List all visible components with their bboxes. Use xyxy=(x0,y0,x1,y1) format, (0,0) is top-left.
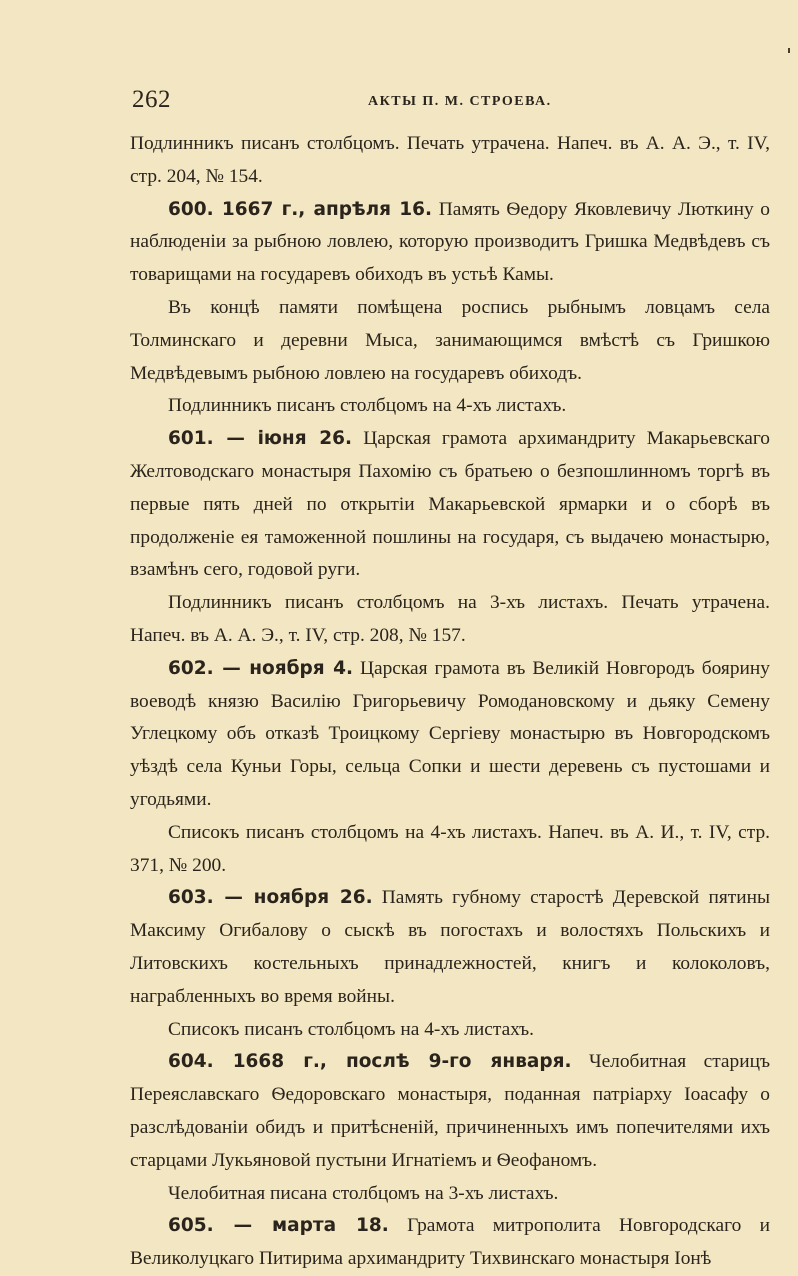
paragraph xyxy=(130,1178,770,1211)
paragraph-text: Подлинникъ писанъ столбцомъ на 3-хъ листахъ. Печать утрачена. Напеч. въ А. А. Э., т. IV, стр. 208, № 157. xyxy=(130,592,770,646)
entry-date: — іюня 26. xyxy=(226,428,353,450)
paragraph-text: Подлинникъ писанъ столбцомъ. Печать утрачена. Напеч. въ А. А. Э., т. IV, стр. 204, № 154. xyxy=(130,133,770,187)
entry-number: 600 xyxy=(168,198,207,220)
paragraph xyxy=(130,587,770,653)
entry-601: 601. — іюня 26. Царская грамота архимандриту Макарьевскаго Желтоводскаго монастыря Пахомію съ братьею о безпошлинномъ торгѣ въ первые пять дней по открытіи Макарьевской ярмарки и о сборѣ въ продолженіе ея таможенной пошлины на государя, съ выдачею монастырю, взамѣнъ сего, годовой руги. xyxy=(130,428,771,581)
paragraph-text: Въ концѣ памяти помѣщена роспись рыбнымъ ловцамъ села Толминскаго и деревни Мыса, занимающимся вмѣстѣ съ Гришкою Медвѣдевымъ рыбною ловлею на государевъ обиходъ. xyxy=(130,296,770,384)
entry-number: 601 xyxy=(168,428,207,450)
page-body xyxy=(130,128,770,1276)
print-speck xyxy=(788,48,790,53)
entry-text: Челобитная старицъ Переяславскаго Ѳедоровскаго монастыря, поданная патріарху Іоасафу о разслѣдованіи обидъ и притѣсненій, причиненныхъ имъ попечителями ихъ старцами Лукьяновой пустыни Игнатіемъ и Ѳеофаномъ. xyxy=(130,1051,770,1171)
entry-date: 1668 г., послѣ 9-го января. xyxy=(232,1051,572,1073)
paragraph xyxy=(130,292,770,390)
entry-number: 602 xyxy=(168,657,207,679)
entry-text: Царская грамота архимандриту Макарьевскаго Желтоводскаго монастыря Пахомію съ братьею о безпошлинномъ торгѣ въ первые пять дней по открытіи Макарьевской ярмарки и о сборѣ въ продолженіе ея таможенной пошлины на государя, съ выдачею монастырю, взамѣнъ сего, годовой руги. xyxy=(130,428,771,581)
entry-number: 603 xyxy=(168,887,207,909)
entry-number: 605 xyxy=(168,1215,207,1237)
paragraph-text: Списокъ писанъ столбцомъ на 4-хъ листахъ. Напеч. въ А. И., т. IV, стр. 371, № 200. xyxy=(130,821,770,876)
entry-text: Память Ѳедору Яковлевичу Люткину о наблюденіи за рыбною ловлею, которую производитъ Гришка Медвѣдевъ съ товарищами на государевъ обиходъ въ устьѣ Камы. xyxy=(130,198,770,286)
paragraph xyxy=(130,390,770,423)
entry-date: — ноября 26. xyxy=(224,887,373,909)
paragraph-text: Списокъ писанъ столбцомъ на 4-хъ листахъ. xyxy=(168,1018,535,1040)
paragraph xyxy=(130,1014,770,1047)
page-header xyxy=(132,86,768,116)
paragraph-text: Подлинникъ писанъ столбцомъ на 4-хъ листахъ. xyxy=(168,395,567,417)
entry-602: 602. — ноября 4. Царская грамота въ Великій Новгородъ боярину воеводѣ князю Василію Григорьевичу Ромодановскому и дьяку Семену Углецкому объ отказѣ Троицкому Сергіеву монастырю въ Новгородскомъ уѣздѣ села Куньи Горы, сельца Сопки и шести деревень съ пустошами и угодьями. xyxy=(130,657,770,810)
paragraph-text: Челобитная писана столбцомъ на 3-хъ листахъ. xyxy=(168,1182,559,1204)
page-number: 262 xyxy=(132,86,171,113)
entry-text: Царская грамота въ Великій Новгородъ боярину воеводѣ князю Василію Григорьевичу Ромодановскому и дьяку Семену Углецкому объ отказѣ Троицкому Сергіеву монастырю въ Новгородскомъ уѣздѣ села Куньи Горы, сельца Сопки и шести деревень съ пустошами и угодьями. xyxy=(130,657,770,810)
paragraph xyxy=(130,128,770,194)
entry-603: 603. — ноября 26. Память губному старостѣ Деревской пятины Максиму Огибалову о сыскѣ въ погостахъ и волостяхъ Польскихъ и Литовскихъ костельныхъ принадлежностей, книгъ и колоколовъ, награбленныхъ во время войны. xyxy=(130,887,770,1007)
entry-text: Память губному старостѣ Деревской пятины Максиму Огибалову о сыскѣ въ погостахъ и волостяхъ Польскихъ и Литовскихъ костельныхъ принадлежностей, книгъ и колоколовъ, награбленныхъ во время войны. xyxy=(130,887,770,1007)
entry-date: — ноября 4. xyxy=(222,657,354,679)
entry-date: — марта 18. xyxy=(233,1215,389,1237)
entry-600: 600. 1667 г., апрѣля 16. Память Ѳедору Яковлевичу Люткину о наблюденіи за рыбною ловлею, которую производитъ Гришка Медвѣдевъ съ товарищами на государевъ обиходъ въ устьѣ Камы. xyxy=(130,198,770,286)
entry-text: Грамота митрополита Новгородскаго и Великолуцкаго Питирима архимандриту Тихвинскаго монастыря Іонѣ xyxy=(130,1215,770,1270)
running-head: АКТЫ П. М. СТРОЕВА. xyxy=(368,94,552,109)
entry-605: 605. — марта 18. Грамота митрополита Новгородскаго и Великолуцкаго Питирима архимандриту Тихвинскаго монастыря Іонѣ xyxy=(130,1215,770,1270)
paragraph xyxy=(130,817,770,883)
entry-604: 604. 1668 г., послѣ 9-го января. Челобитная старицъ Переяславскаго Ѳедоровскаго монастыря, поданная патріарху Іоасафу о разслѣдованіи обидъ и притѣсненій, причиненныхъ имъ попечителями ихъ старцами Лукьяновой пустыни Игнатіемъ и Ѳеофаномъ. xyxy=(130,1051,770,1171)
entry-number: 604 xyxy=(168,1051,207,1073)
entry-date: 1667 г., апрѣля 16. xyxy=(221,198,433,220)
